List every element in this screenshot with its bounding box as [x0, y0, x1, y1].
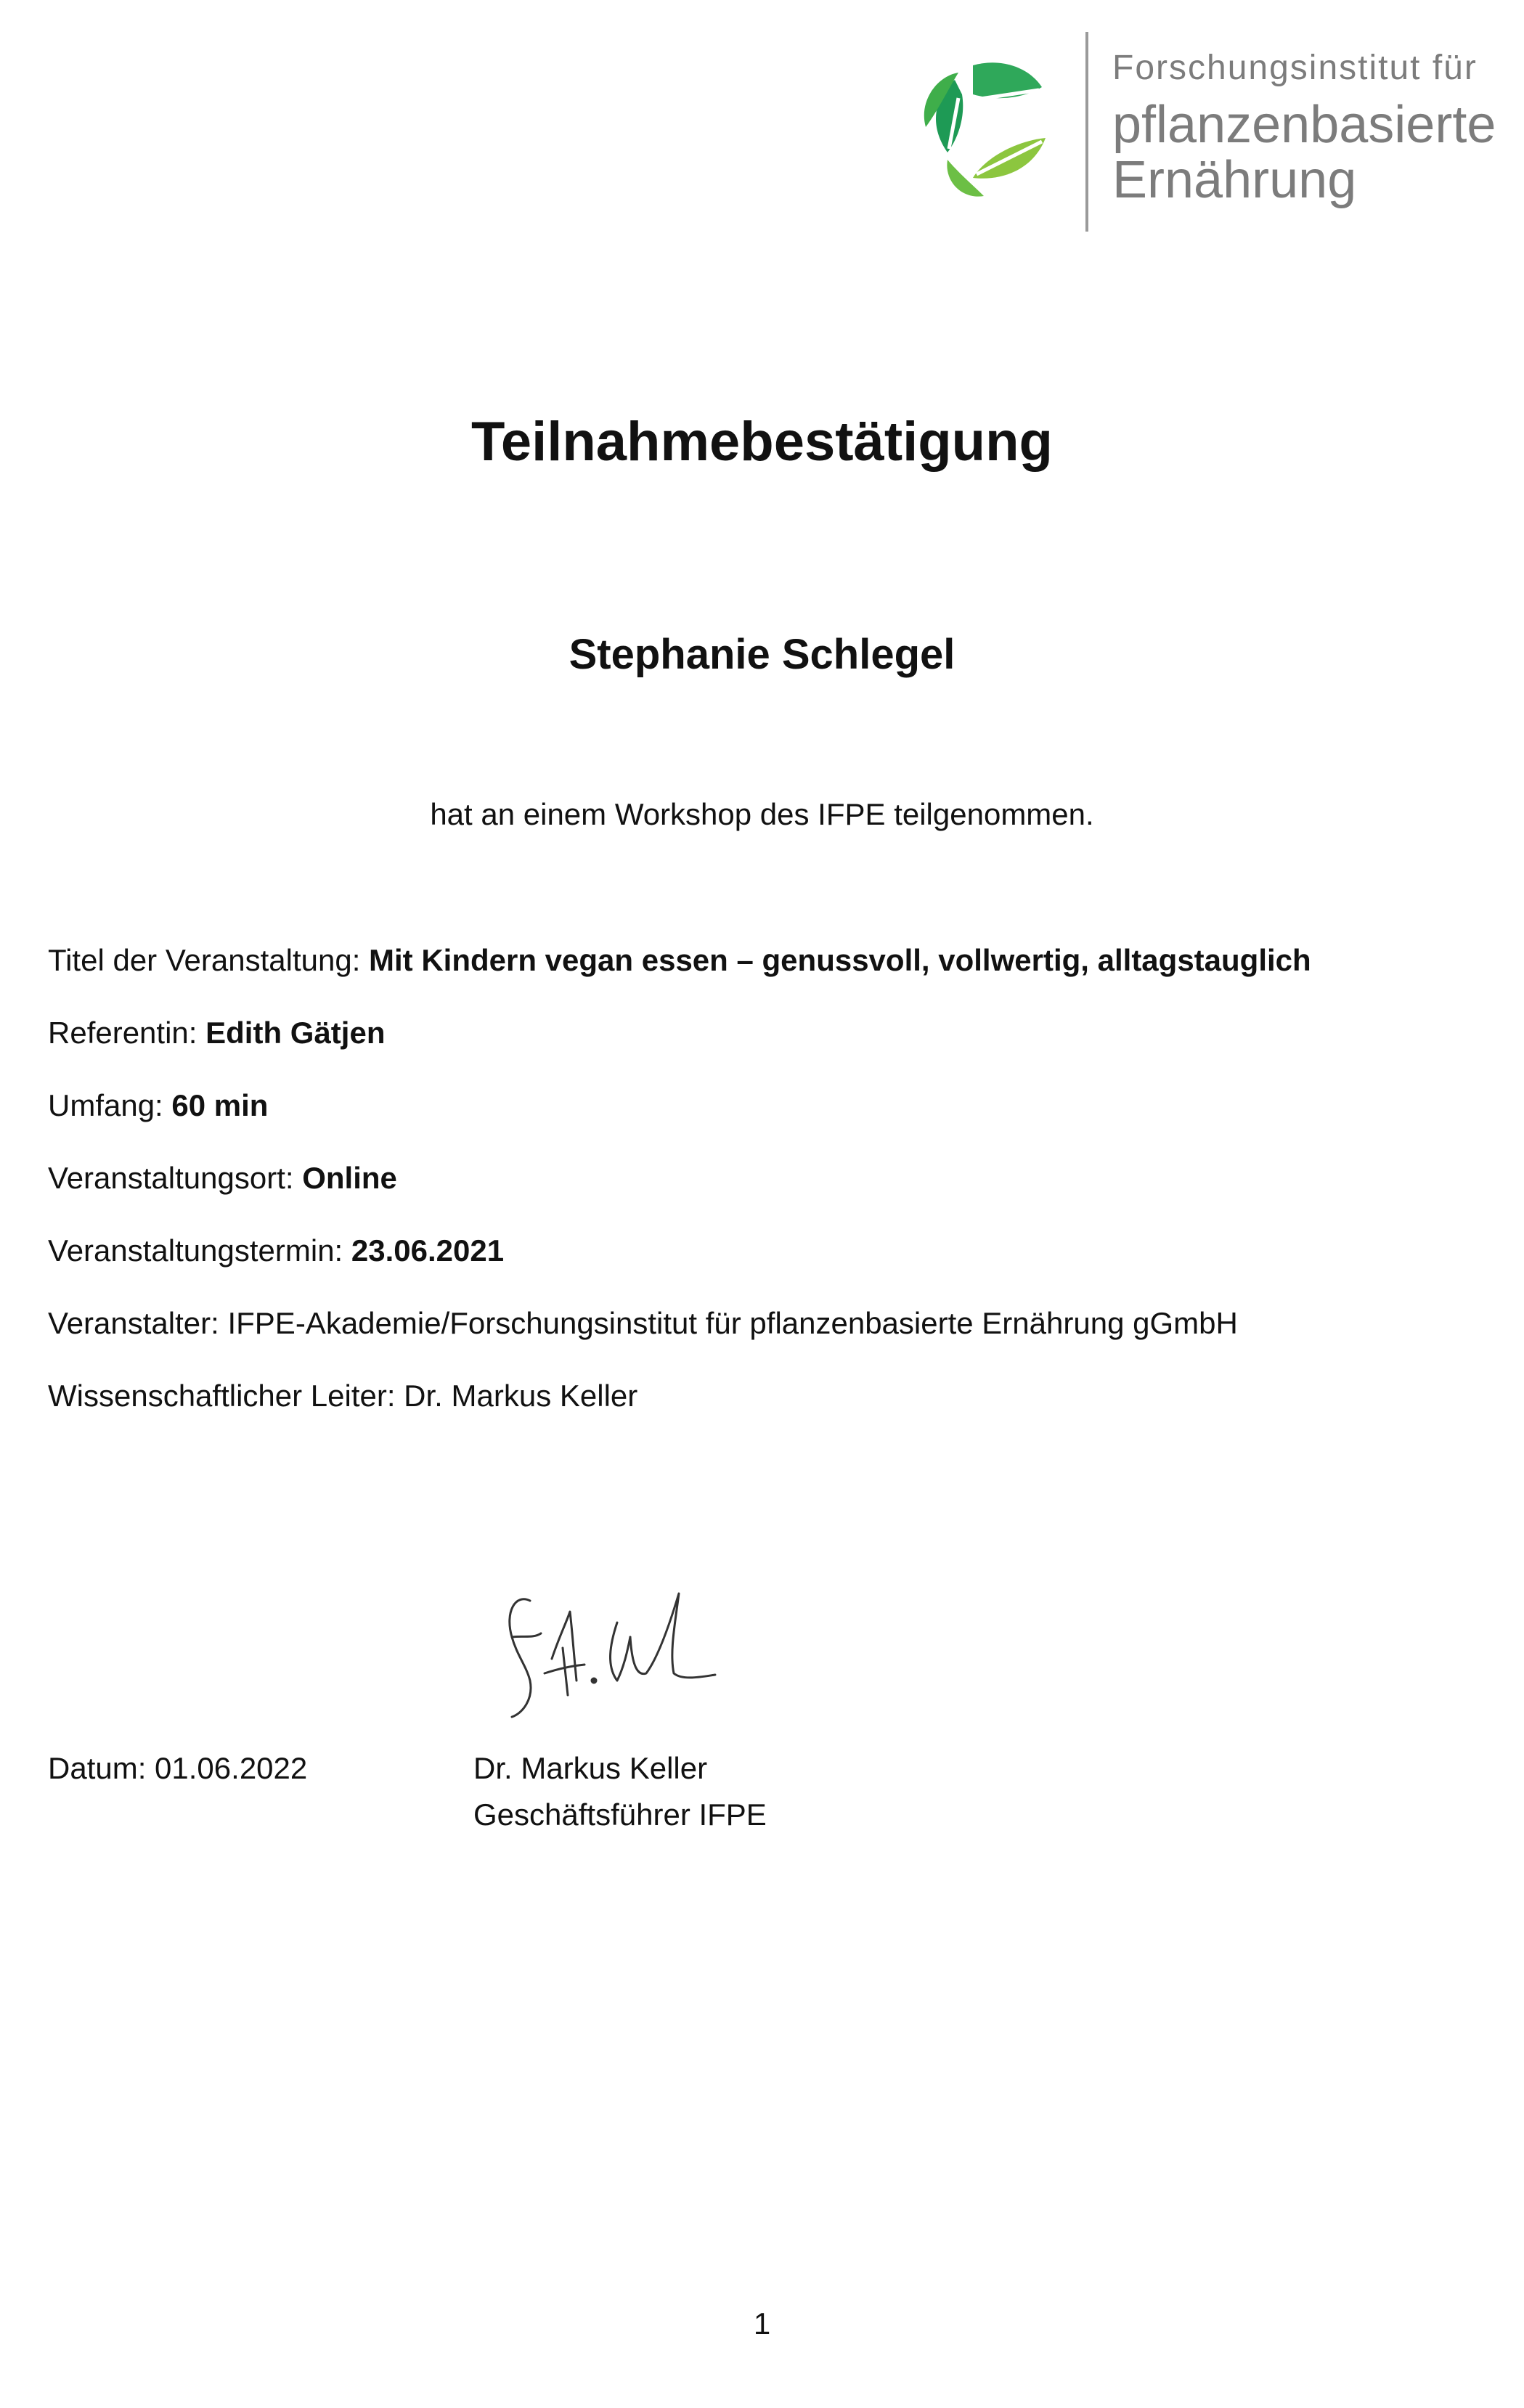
detail-label: Wissenschaftlicher Leiter: Dr. Markus Keller — [48, 1379, 638, 1413]
detail-label: Titel der Veranstaltung: — [48, 943, 370, 977]
institute-name — [1112, 49, 1496, 209]
detail-label: Veranstaltungstermin: — [48, 1233, 351, 1268]
institute-name-line3: Ernährung — [1112, 151, 1357, 209]
detail-value: 23.06.2021 — [351, 1233, 505, 1268]
detail-value: Online — [302, 1161, 397, 1195]
handwritten-signature — [501, 1579, 719, 1724]
detail-value: Mit Kindern vegan essen – genussvoll, vollwertig, alltagstauglich — [369, 943, 1311, 977]
institute-name-line1: Forschungsinstitut für — [1112, 49, 1478, 87]
signer-block — [473, 1745, 767, 1838]
detail-row-scientific-lead — [48, 1378, 1311, 1450]
detail-label: Veranstaltungsort: — [48, 1161, 303, 1195]
page-number: 1 — [753, 2306, 771, 2340]
detail-row-speaker — [48, 1015, 1311, 1087]
detail-value: Edith Gätjen — [205, 1016, 386, 1050]
ifpe-logo-leaf-icon — [904, 58, 1064, 203]
detail-row-title — [48, 942, 1311, 1015]
detail-label: Veranstalter: IFPE-Akademie/Forschungsinstitut für pflanzenbasierte Ernährung gGmbH — [48, 1306, 1238, 1340]
detail-row-organizer — [48, 1305, 1311, 1378]
detail-row-duration — [48, 1087, 1311, 1160]
issue-date: Datum: 01.06.2022 — [48, 1751, 308, 1785]
detail-row-location — [48, 1160, 1311, 1233]
participant-name: Stephanie Schlegel — [569, 631, 955, 678]
detail-row-date — [48, 1233, 1311, 1305]
institute-name-line2: pflanzenbasierte — [1112, 96, 1496, 154]
detail-label: Referentin: — [48, 1016, 206, 1050]
detail-value: 60 min — [171, 1088, 269, 1122]
participation-sentence: hat an einem Workshop des IFPE teilgenommen. — [430, 797, 1094, 831]
signer-name: Dr. Markus Keller — [473, 1751, 708, 1785]
event-details — [48, 942, 1311, 1450]
detail-label: Umfang: — [48, 1088, 172, 1122]
signer-role: Geschäftsführer IFPE — [473, 1797, 767, 1832]
certificate-title: Teilnahmebestätigung — [471, 411, 1053, 473]
logo-divider — [1085, 32, 1088, 232]
